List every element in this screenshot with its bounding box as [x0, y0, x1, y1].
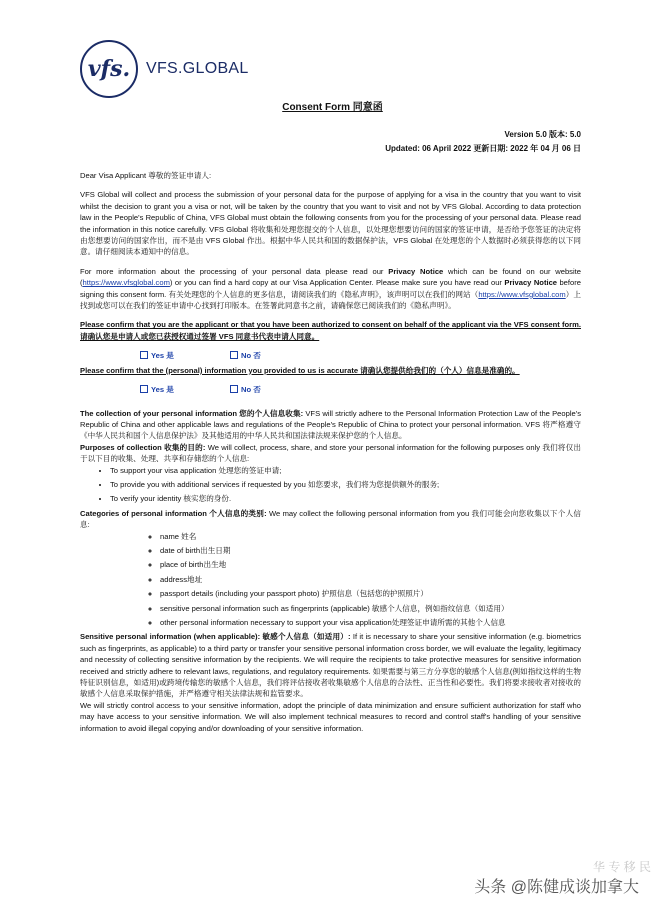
sensitive-paragraph	[80, 631, 581, 699]
list-item: ◦ passport details (including your passport photo) 护照信息（包括您的护照照片）	[160, 588, 581, 599]
more-info-text: ）上找到或您可以在我们的签证申请中心找到打印版本。在签署此同意书之前，请确保您已阅读我们的《隐私声明》。	[80, 289, 581, 311]
purposes-text: We will collect, process, share, and store your personal information for the following purposes only 我们将仅出于以下目的收集、处理、共享和存储您的个人信息:	[80, 442, 582, 464]
confirm-applicant: Please confirm that you are the applicant or that you have been authorized to consent on behalf of the applicant via the VFS consent form. 请确认您是申请人或您已获授权通过签署 VFS 同意书代表申请人同意。	[80, 320, 581, 341]
privacy-notice-term: Privacy Notice	[388, 266, 444, 276]
list-item: ◦ place of birth出生地	[160, 559, 581, 570]
purposes-paragraph	[80, 442, 581, 465]
list-item: • To support your visa application 处理您的签证申请;	[110, 465, 581, 476]
collection-heading: The collection of your personal information 您的个人信息收集:	[80, 408, 304, 418]
collection-text: VFS will strictly adhere to the Personal Information Protection Law of the People's Republic of China and other applicable laws and regulations of the People's Republic of China to protect your personal information. VFS 将严格遵守《中华人民共和国个人信息保护法》及其他适用的中华人民共和国法律法规来保护您的个人信息。	[80, 408, 581, 441]
purposes-list	[92, 465, 581, 505]
website-link[interactable]: https://www.vfsglobal.com	[478, 289, 566, 299]
categories-text: We may collect the following personal information from you 我们可能会向您收集以下个人信息:	[80, 508, 582, 530]
yes-label: Yes 是	[151, 385, 174, 395]
list-item: • To provide you with additional services if requested by you 如您要求，我们将为您提供额外的服务;	[110, 479, 581, 490]
more-info-text: ) or you can find a hard copy at our Visa Application Center. Please make sure you have read our	[169, 278, 505, 288]
no-option[interactable]	[230, 384, 320, 395]
checkbox-icon[interactable]	[140, 351, 148, 359]
confirm-accuracy: Please confirm that the (personal) information you provided to us is accurate 请确认您提供给我们的（个人）信息是准确的。	[80, 365, 520, 375]
vfs-logo	[80, 40, 249, 98]
yes-option[interactable]	[140, 350, 230, 361]
watermark: 头条 @陈健成谈加拿大	[474, 879, 639, 896]
more-info-text: before signing this consent form. 有关处理您的个人信息的更多信息，请阅读我们的《隐私声明》，该声明可以在我们的网站（	[80, 278, 581, 299]
sensitive-text: If it is necessary to share your sensitive information (e.g. biometrics such as fingerprints, as applicable) to a third party or transfer your sensitive personal information cross border, we will evaluate the legality, legitimacy and necessity of collecting sensitive information by the recipients. We will require the recipients to take protective measures for sensitive information received and strictly adhere to relevant laws, regulations, and regulatory requirements. 如果需要与第三方分享您的敏感个人信息(例如指纹这样的生物特征识别信息，如适用)或跨境传输您的敏感个人信息，我们将评估接收者收集敏感个人信息的合法性、正当性和必要性。我们将要求接收者对接收的敏感个人信息采取保护措施，并严格遵守相关法律法规和监管要求。	[80, 632, 581, 699]
no-label: No 否	[241, 351, 261, 361]
list-item: ◦ address地址	[160, 574, 581, 585]
categories-heading: Categories of personal information 个人信息的类别:	[80, 508, 267, 518]
no-option[interactable]	[230, 350, 320, 361]
watermark-top: 华 专 移 民	[592, 860, 651, 874]
privacy-notice-term: Privacy Notice	[504, 278, 558, 288]
final-paragraph: We will strictly control access to your sensitive information, adopt the principle of data minimization and ensure sufficient authorization for staff who may have access to your sensitive information. We will also implement technical measures to record and control staff's handling of your sensitive information to avoid illegal copying and/or downloading of your sensitive information.	[80, 700, 581, 733]
purposes-heading: Purposes of collection 收集的目的:	[80, 442, 206, 452]
list-item: • To verify your identity 核实您的身份.	[110, 493, 581, 504]
list-item: ◦ name 姓名	[160, 531, 581, 542]
more-info-paragraph	[80, 266, 581, 312]
confirm-applicant-choice	[140, 350, 581, 361]
website-link[interactable]: https://www.vfsglobal.com	[82, 278, 170, 288]
version-block	[385, 128, 581, 156]
sensitive-heading: Sensitive personal information (when applicable): 敏感个人信息（如适用）:	[80, 632, 351, 642]
categories-paragraph	[80, 508, 581, 531]
yes-option[interactable]	[140, 384, 230, 395]
logo-mark: vfs.	[87, 56, 131, 82]
logo-circle	[80, 40, 138, 98]
checkbox-icon[interactable]	[230, 385, 238, 393]
logo-text: VFS.GLOBAL	[146, 60, 249, 77]
list-item: ◦ date of birth出生日期	[160, 545, 581, 556]
checkbox-icon[interactable]	[230, 351, 238, 359]
more-info-text: which can be found on our website (	[80, 266, 582, 288]
categories-list	[142, 531, 581, 629]
yes-label: Yes 是	[151, 351, 174, 361]
document-body	[80, 170, 581, 734]
collection-paragraph	[80, 408, 581, 442]
confirm-accuracy-choice	[140, 384, 581, 395]
intro-paragraph: VFS Global will collect and process the submission of your personal data for the purpose of applying for a visa in the country that you want to visit whilst the decision to grant you a visa or not, will be taken by the country that you want to visit and not by VFS Global. According to data protection law in the People's Republic of China, VFS Global must obtain the following consents from you for the processing of your personal data. Please read the information in this notice carefully. VFS Global 将收集和处理您提交的个人信息，以处理您想要访问的国家的签证申请，是否给予您签证的决定将由您想要访问的国家作出，而不是由 VFS Global 作出。根据中华人民共和国的数据保护法，VFS Global 在处理您的个人数据时必须获得您的以下同意。请仔细阅读本通知中的信息。	[80, 190, 581, 257]
list-item: ◦ other personal information necessary to support your visa application处理签证申请所需的其他个人信息	[160, 617, 581, 628]
more-info-text: For more information about the processing of your personal data please read our	[80, 266, 389, 276]
checkbox-icon[interactable]	[140, 385, 148, 393]
updated-date: Updated: 06 April 2022 更新日期: 2022 年 04 月 06 日	[385, 144, 581, 153]
version-text: Version 5.0 版本: 5.0	[504, 130, 581, 139]
no-label: No 否	[241, 385, 261, 395]
greeting: Dear Visa Applicant 尊敬的签证申请人:	[80, 171, 212, 180]
document-title: Consent Form 同意函	[282, 102, 383, 113]
list-item: ◦ sensitive personal information such as fingerprints (applicable) 敏感个人信息，例如指纹信息（如适用）	[160, 603, 581, 614]
